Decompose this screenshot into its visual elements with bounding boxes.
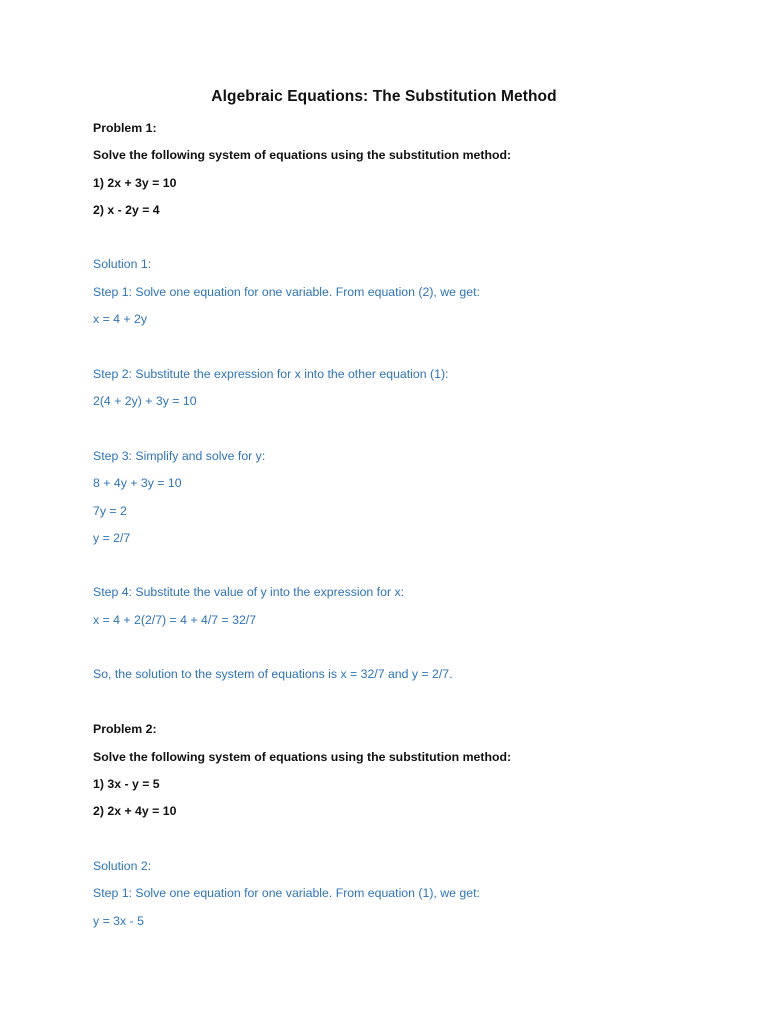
solution-1-step-4: Step 4: Substitute the value of y into the expression for x: <box>93 585 405 599</box>
problem-2-instruction: Solve the following system of equations using the substitution method: <box>93 750 512 764</box>
problem-1-equation-1: 1) 2x + 3y = 10 <box>93 176 177 190</box>
solution-1-step-3: Step 3: Simplify and solve for y: <box>93 449 266 463</box>
problem-1-instruction: Solve the following system of equations using the substitution method: <box>93 148 512 162</box>
solution-1-step-3-line-1: 8 + 4y + 3y = 10 <box>93 476 182 490</box>
solution-1-step-3-line-2: 7y = 2 <box>93 504 127 518</box>
solution-1-conclusion: So, the solution to the system of equations is x = 32/7 and y = 2/7. <box>93 667 453 681</box>
solution-1-step-3-line-3: y = 2/7 <box>93 531 131 545</box>
page-title: Algebraic Equations: The Substitution Method <box>211 88 557 105</box>
problem-1-equation-2: 2) x - 2y = 4 <box>93 203 160 217</box>
solution-2-heading: Solution 2: <box>93 859 152 873</box>
solution-1-step-4-result: x = 4 + 2(2/7) = 4 + 4/7 = 32/7 <box>93 613 257 627</box>
solution-1-heading: Solution 1: <box>93 257 152 271</box>
problem-2-equation-2: 2) 2x + 4y = 10 <box>93 804 177 818</box>
solution-1-step-1-result: x = 4 + 2y <box>93 312 148 326</box>
problem-2-heading: Problem 2: <box>93 722 157 736</box>
solution-1-step-1: Step 1: Solve one equation for one variable. From equation (2), we get: <box>93 285 480 299</box>
solution-2-step-1: Step 1: Solve one equation for one variable. From equation (1), we get: <box>93 886 480 900</box>
solution-1-step-2: Step 2: Substitute the expression for x into the other equation (1): <box>93 367 449 381</box>
problem-1-heading: Problem 1: <box>93 121 157 135</box>
solution-2-step-1-result: y = 3x - 5 <box>93 914 144 928</box>
solution-1-step-2-result: 2(4 + 2y) + 3y = 10 <box>93 394 197 408</box>
problem-2-equation-1: 1) 3x - y = 5 <box>93 777 160 791</box>
